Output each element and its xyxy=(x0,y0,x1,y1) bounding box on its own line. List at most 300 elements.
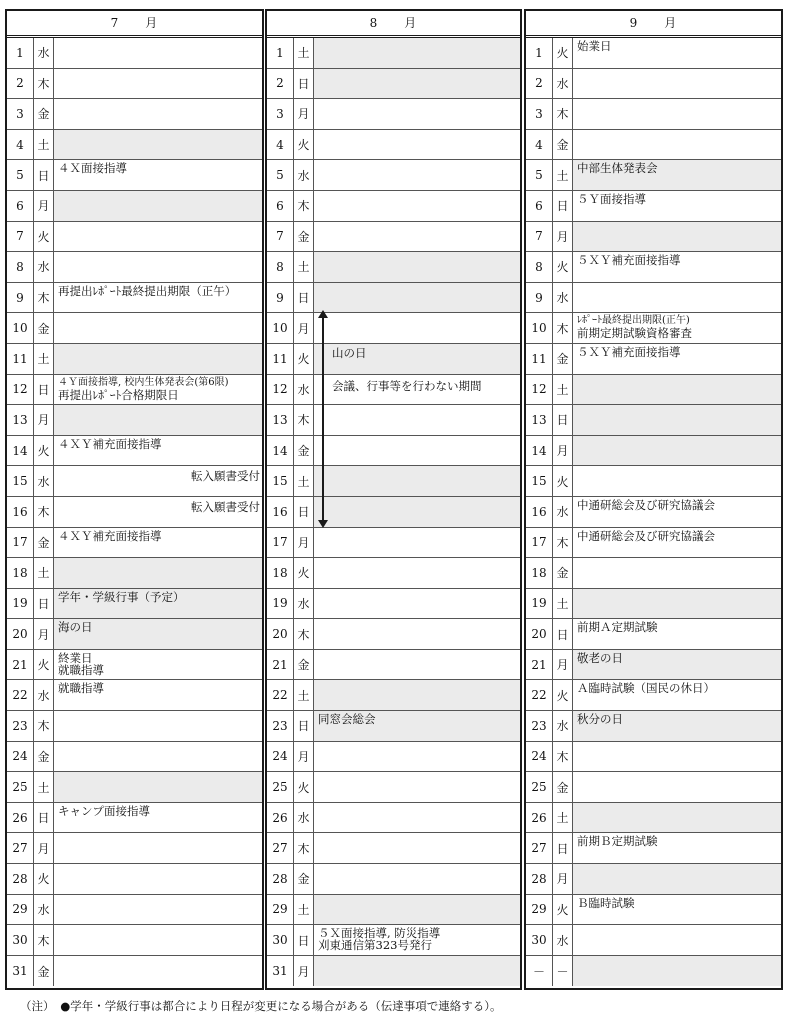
day-number: 2 xyxy=(267,69,294,99)
day-number: 27 xyxy=(526,833,553,863)
calendar-row xyxy=(267,344,520,375)
calendar-row xyxy=(267,742,520,773)
day-number: 1 xyxy=(7,38,34,68)
event-cell xyxy=(314,191,520,221)
day-number: － xyxy=(526,956,553,987)
calendar-row xyxy=(526,375,781,406)
day-number: 13 xyxy=(526,405,553,435)
calendar-row xyxy=(267,956,520,987)
day-number: 29 xyxy=(7,895,34,925)
event-cell xyxy=(314,833,520,863)
event-text: 就職指導 xyxy=(58,681,104,696)
day-number: 19 xyxy=(7,589,34,619)
event-cell xyxy=(54,252,262,282)
calendar-row xyxy=(7,130,262,161)
weekday: 水 xyxy=(553,925,573,955)
weekday: 水 xyxy=(34,680,54,710)
calendar-row xyxy=(526,925,781,956)
day-number: 27 xyxy=(7,833,34,863)
day-number: 20 xyxy=(267,619,294,649)
day-number: 21 xyxy=(7,650,34,680)
event-cell xyxy=(54,528,262,558)
weekday: 火 xyxy=(553,466,573,496)
event-cell xyxy=(573,589,781,619)
calendar-row xyxy=(267,130,520,161)
day-number: 18 xyxy=(526,558,553,588)
event-text: キャンプ面接指導 xyxy=(58,803,150,818)
event-cell xyxy=(573,99,781,129)
event-cell xyxy=(573,650,781,680)
weekday: 土 xyxy=(294,680,314,710)
calendar-row xyxy=(267,589,520,620)
weekday: 金 xyxy=(34,313,54,343)
calendar-row xyxy=(267,558,520,589)
day-number: 5 xyxy=(7,160,34,190)
event-cell xyxy=(573,405,781,435)
event-cell xyxy=(314,619,520,649)
calendar-row xyxy=(7,191,262,222)
calendar-row xyxy=(267,252,520,283)
weekday: 土 xyxy=(34,772,54,802)
day-number: 14 xyxy=(526,436,553,466)
calendar-row xyxy=(7,436,262,467)
event-cell xyxy=(314,650,520,680)
weekday: 水 xyxy=(294,589,314,619)
month-rows xyxy=(267,38,520,986)
event-text: ５Ｙ面接指導 xyxy=(577,191,646,206)
calendar-row xyxy=(526,466,781,497)
weekday: 月 xyxy=(553,222,573,252)
day-number: 26 xyxy=(526,803,553,833)
event-cell xyxy=(54,405,262,435)
event-cell xyxy=(54,619,262,649)
calendar-row xyxy=(267,38,520,69)
event-cell xyxy=(573,313,781,343)
weekday: 火 xyxy=(553,252,573,282)
event-text: 中通研総会及び研究協議会 xyxy=(577,497,715,512)
weekday: 火 xyxy=(294,558,314,588)
weekday: 月 xyxy=(294,313,314,343)
event-cell xyxy=(54,711,262,741)
calendar-row xyxy=(7,589,262,620)
event-cell xyxy=(314,130,520,160)
calendar-row xyxy=(267,160,520,191)
event-text: 前期定期試験資格審査 xyxy=(577,326,692,341)
weekday: 金 xyxy=(34,99,54,129)
day-number: 22 xyxy=(7,680,34,710)
weekday: 土 xyxy=(34,558,54,588)
weekday: 木 xyxy=(34,925,54,955)
event-cell xyxy=(314,466,520,496)
event-text: ４ＸＹ補充面接指導 xyxy=(58,436,162,451)
calendar-row xyxy=(7,497,262,528)
event-cell xyxy=(54,160,262,190)
event-cell xyxy=(54,742,262,772)
calendar-row xyxy=(7,38,262,69)
event-cell xyxy=(54,680,262,710)
event-cell xyxy=(314,925,520,955)
weekday: 火 xyxy=(34,864,54,894)
calendar-row xyxy=(526,528,781,559)
event-cell xyxy=(54,864,262,894)
event-cell xyxy=(573,803,781,833)
calendar-row xyxy=(7,99,262,130)
weekday: 土 xyxy=(553,160,573,190)
weekday: 木 xyxy=(294,833,314,863)
calendar-row xyxy=(267,283,520,314)
day-number: 24 xyxy=(7,742,34,772)
weekday: 木 xyxy=(294,191,314,221)
day-number: 15 xyxy=(7,466,34,496)
calendar-row xyxy=(526,436,781,467)
event-cell xyxy=(314,895,520,925)
event-cell xyxy=(54,99,262,129)
event-cell xyxy=(314,956,520,987)
calendar-row xyxy=(526,313,781,344)
calendar-row xyxy=(7,313,262,344)
event-text: Ａ臨時試験（国民の休日） xyxy=(577,681,715,696)
day-number: 8 xyxy=(526,252,553,282)
calendar-row xyxy=(267,191,520,222)
day-number: 16 xyxy=(7,497,34,527)
day-number: 23 xyxy=(267,711,294,741)
day-number: 8 xyxy=(7,252,34,282)
day-number: 7 xyxy=(526,222,553,252)
day-number: 31 xyxy=(7,956,34,987)
event-text: 敬老の日 xyxy=(577,650,623,665)
day-number: 7 xyxy=(267,222,294,252)
event-cell xyxy=(573,925,781,955)
day-number: 12 xyxy=(7,375,34,405)
calendar-row xyxy=(526,497,781,528)
calendar-row xyxy=(267,466,520,497)
event-cell xyxy=(54,650,262,680)
event-text: 中通研総会及び研究協議会 xyxy=(577,528,715,543)
calendar-row xyxy=(267,405,520,436)
day-number: 17 xyxy=(7,528,34,558)
day-number: 19 xyxy=(267,589,294,619)
weekday: 月 xyxy=(553,864,573,894)
day-number: 25 xyxy=(526,772,553,802)
calendar-row xyxy=(7,252,262,283)
day-number: 16 xyxy=(526,497,553,527)
calendar-row xyxy=(267,864,520,895)
calendar-row xyxy=(526,38,781,69)
day-number: 3 xyxy=(267,99,294,129)
weekday: 水 xyxy=(34,252,54,282)
day-number: 8 xyxy=(267,252,294,282)
day-number: 1 xyxy=(267,38,294,68)
event-cell xyxy=(314,69,520,99)
event-text: ４Ｙ面接指導, 校内生体発表会(第6限) xyxy=(58,376,229,388)
day-number: 25 xyxy=(267,772,294,802)
event-text: 始業日 xyxy=(577,39,612,53)
calendar-row xyxy=(526,69,781,100)
day-number: 9 xyxy=(267,283,294,313)
weekday: 月 xyxy=(294,742,314,772)
event-text: ５ＸＹ補充面接指導 xyxy=(577,253,681,268)
event-text: ５Ｘ面接指導, 防災指導 xyxy=(318,926,441,941)
event-cell xyxy=(573,711,781,741)
weekday: 金 xyxy=(34,956,54,987)
calendar-row xyxy=(526,252,781,283)
event-text: 前期Ｂ定期試験 xyxy=(577,834,658,849)
event-cell xyxy=(54,466,262,496)
event-text: 学年・学級行事（予定） xyxy=(58,589,185,604)
weekday: 金 xyxy=(34,742,54,772)
weekday: 金 xyxy=(553,130,573,160)
weekday: 木 xyxy=(34,497,54,527)
event-cell xyxy=(54,497,262,527)
span-note-mountain-day: 山の日 xyxy=(332,346,367,360)
event-cell xyxy=(573,772,781,802)
day-number: 30 xyxy=(7,925,34,955)
day-number: 26 xyxy=(7,803,34,833)
calendar-row xyxy=(267,650,520,681)
weekday: 日 xyxy=(553,833,573,863)
weekday: 月 xyxy=(294,528,314,558)
month-header: 8 月 xyxy=(267,11,520,38)
calendar-row xyxy=(267,619,520,650)
weekday: 火 xyxy=(294,344,314,374)
calendar-row xyxy=(7,833,262,864)
calendar-row xyxy=(526,344,781,375)
weekday: 土 xyxy=(34,344,54,374)
calendar-row xyxy=(526,619,781,650)
weekday: 金 xyxy=(294,650,314,680)
weekday: 土 xyxy=(294,252,314,282)
event-cell xyxy=(54,772,262,802)
day-number: 9 xyxy=(526,283,553,313)
calendar-row xyxy=(7,558,262,589)
event-text: 就職指導 xyxy=(58,662,104,677)
day-number: 4 xyxy=(7,130,34,160)
day-number: 11 xyxy=(526,344,553,374)
calendar-row xyxy=(526,956,781,987)
weekday: 日 xyxy=(34,160,54,190)
calendar-row xyxy=(267,895,520,926)
day-number: 28 xyxy=(267,864,294,894)
weekday: 水 xyxy=(294,160,314,190)
event-cell xyxy=(573,680,781,710)
span-note-no-events-period: 会議、行事等を行わない期間 xyxy=(332,379,482,393)
calendar-row xyxy=(267,772,520,803)
calendar-row xyxy=(526,283,781,314)
day-number: 17 xyxy=(267,528,294,558)
calendar-row xyxy=(526,650,781,681)
calendar-row xyxy=(267,528,520,559)
calendar-row xyxy=(526,99,781,130)
day-number: 1 xyxy=(526,38,553,68)
weekday: 日 xyxy=(553,405,573,435)
calendar-row xyxy=(526,895,781,926)
event-cell xyxy=(54,69,262,99)
day-number: 14 xyxy=(7,436,34,466)
calendar-row xyxy=(7,680,262,711)
weekday: 水 xyxy=(34,38,54,68)
day-number: 20 xyxy=(7,619,34,649)
day-number: 24 xyxy=(267,742,294,772)
event-text: 秋分の日 xyxy=(577,712,623,727)
day-number: 11 xyxy=(267,344,294,374)
calendar-row xyxy=(267,222,520,253)
event-cell xyxy=(314,160,520,190)
calendar-row xyxy=(7,528,262,559)
calendar-row xyxy=(7,956,262,987)
month-rows xyxy=(526,38,781,986)
weekday: 月 xyxy=(294,99,314,129)
weekday: 土 xyxy=(34,130,54,160)
event-cell xyxy=(54,833,262,863)
day-number: 17 xyxy=(526,528,553,558)
calendar-row xyxy=(267,497,520,528)
event-cell xyxy=(54,895,262,925)
event-cell xyxy=(314,558,520,588)
event-text: 同窓会総会 xyxy=(318,712,376,727)
day-number: 5 xyxy=(526,160,553,190)
weekday: 火 xyxy=(34,436,54,466)
event-cell xyxy=(314,38,520,68)
event-text: ４ＸＹ補充面接指導 xyxy=(58,528,162,543)
day-number: 12 xyxy=(526,375,553,405)
weekday: － xyxy=(553,956,573,987)
event-cell xyxy=(314,772,520,802)
weekday: 木 xyxy=(294,619,314,649)
event-cell xyxy=(54,589,262,619)
weekday: 水 xyxy=(553,711,573,741)
event-cell xyxy=(54,956,262,987)
event-text: 再提出ﾚﾎﾟｰﾄ合格期限日 xyxy=(58,387,179,402)
weekday: 日 xyxy=(553,619,573,649)
day-number: 4 xyxy=(526,130,553,160)
event-cell xyxy=(314,283,520,313)
day-number: 16 xyxy=(267,497,294,527)
event-cell xyxy=(54,283,262,313)
weekday: 土 xyxy=(294,466,314,496)
weekday: 火 xyxy=(553,895,573,925)
calendar-row xyxy=(7,222,262,253)
calendar-row xyxy=(526,680,781,711)
weekday: 日 xyxy=(34,375,54,405)
event-cell xyxy=(573,497,781,527)
weekday: 木 xyxy=(294,405,314,435)
event-cell xyxy=(573,558,781,588)
day-number: 4 xyxy=(267,130,294,160)
day-number: 2 xyxy=(7,69,34,99)
day-number: 3 xyxy=(7,99,34,129)
event-cell xyxy=(573,130,781,160)
day-number: 6 xyxy=(7,191,34,221)
calendar-row xyxy=(267,711,520,742)
calendar-row xyxy=(267,69,520,100)
event-cell xyxy=(54,558,262,588)
day-number: 25 xyxy=(7,772,34,802)
calendar-row xyxy=(526,864,781,895)
weekday: 水 xyxy=(34,466,54,496)
weekday: 水 xyxy=(553,497,573,527)
calendar-row xyxy=(526,772,781,803)
weekday: 金 xyxy=(553,344,573,374)
weekday: 水 xyxy=(294,375,314,405)
day-number: 30 xyxy=(526,925,553,955)
day-number: 27 xyxy=(267,833,294,863)
event-text: 転入願書受付 xyxy=(191,469,260,484)
calendar-row xyxy=(7,375,262,406)
day-number: 15 xyxy=(526,466,553,496)
event-cell xyxy=(314,252,520,282)
day-number: 11 xyxy=(7,344,34,374)
event-cell xyxy=(314,222,520,252)
day-number: 28 xyxy=(526,864,553,894)
event-text: ４Ｘ面接指導 xyxy=(58,161,127,176)
event-text: 再提出ﾚﾎﾟｰﾄ最終提出期限（正午） xyxy=(58,283,237,298)
calendar-row xyxy=(526,833,781,864)
weekday: 日 xyxy=(294,69,314,99)
event-cell xyxy=(573,619,781,649)
weekday: 月 xyxy=(294,956,314,987)
day-number: 10 xyxy=(526,313,553,343)
day-number: 22 xyxy=(267,680,294,710)
event-cell xyxy=(54,191,262,221)
event-cell xyxy=(54,436,262,466)
calendar-row xyxy=(526,711,781,742)
weekday: 金 xyxy=(294,864,314,894)
event-cell xyxy=(573,191,781,221)
day-number: 13 xyxy=(7,405,34,435)
calendar-row xyxy=(7,405,262,436)
weekday: 月 xyxy=(34,405,54,435)
day-number: 20 xyxy=(526,619,553,649)
weekday: 月 xyxy=(553,650,573,680)
day-number: 14 xyxy=(267,436,294,466)
calendar-row xyxy=(526,160,781,191)
weekday: 日 xyxy=(553,191,573,221)
event-cell xyxy=(573,283,781,313)
weekday: 火 xyxy=(294,130,314,160)
month-header: 7 月 xyxy=(7,11,262,38)
calendar-row xyxy=(267,680,520,711)
day-number: 23 xyxy=(7,711,34,741)
event-cell xyxy=(54,130,262,160)
event-cell xyxy=(314,711,520,741)
event-text: 前期Ａ定期試験 xyxy=(577,620,658,635)
month-august xyxy=(265,9,522,990)
weekday: 木 xyxy=(553,528,573,558)
day-number: 22 xyxy=(526,680,553,710)
weekday: 水 xyxy=(34,895,54,925)
weekday: 火 xyxy=(553,38,573,68)
weekday: 土 xyxy=(553,589,573,619)
event-cell xyxy=(573,375,781,405)
footnote: （注） ●学年・学級行事は都合により日程が変更になる場合がある（伝達事項で連絡する）。 xyxy=(20,999,502,1013)
calendar-row xyxy=(526,130,781,161)
event-cell xyxy=(54,344,262,374)
weekday: 土 xyxy=(294,38,314,68)
calendar-row xyxy=(526,191,781,222)
weekday: 土 xyxy=(294,895,314,925)
month-july xyxy=(5,9,264,990)
calendar-row xyxy=(7,925,262,956)
month-rows xyxy=(7,38,262,986)
weekday: 日 xyxy=(294,283,314,313)
day-number: 12 xyxy=(267,375,294,405)
calendar-row xyxy=(267,313,520,344)
event-text: 終業日 xyxy=(58,650,93,665)
event-cell xyxy=(573,528,781,558)
day-number: 10 xyxy=(267,313,294,343)
calendar-row xyxy=(7,283,262,314)
calendar-row xyxy=(267,436,520,467)
